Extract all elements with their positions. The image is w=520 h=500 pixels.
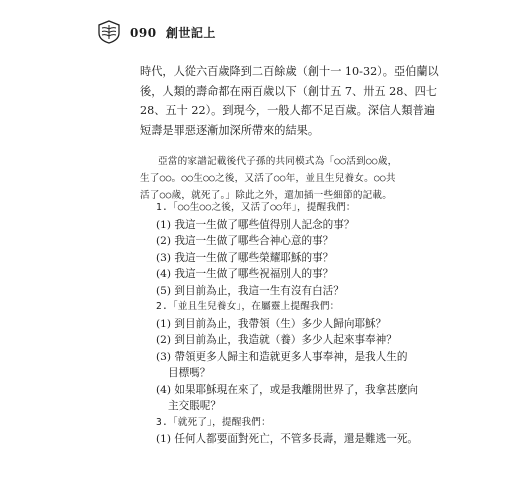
list-item: (1) 任何人都要面對死亡，不管多長壽，還是難逃一死。 (156, 433, 419, 445)
list-item: (2) 到目前為止，我造就（養）多少人起來事奉神？ (156, 334, 397, 346)
list-item: (1) 我這一生做了哪些值得別人記念的事？ (156, 218, 355, 231)
list-item: (3) 我這一生做了哪些榮耀耶穌的事？ (156, 251, 334, 264)
list-item: (5) 到目前為止，我這一生有沒有白活？ (156, 284, 344, 297)
reflection-list (156, 200, 446, 448)
list-heading: 1.「○○生○○之後，又活了○○年」，提醒我們： (156, 202, 356, 213)
book-title: 創世記上 (165, 25, 216, 40)
list-item-continuation: 主交賬呢？ (168, 400, 221, 412)
page-header (96, 18, 216, 46)
book-logo-icon (96, 19, 122, 45)
list-heading: 3.「就死了」，提醒我們： (156, 416, 271, 428)
list-item-continuation: 目標嗎？ (168, 367, 211, 379)
list-heading: 2.「並且生兒養女」，在屬靈上提醒我們： (156, 301, 340, 312)
paragraph-lifespan (140, 62, 439, 140)
text-line: 時代，人從六百歲降到二百餘歲（創十一 10-32）。亞伯蘭以 (140, 65, 439, 78)
running-header (130, 24, 216, 41)
text-line: 亞當的家譜記載後代子孫的共同模式為「○○活到○○歲， (158, 156, 398, 167)
text-line: 28、五十 22）。到現今，一般人都不足百歲。深信人類普遍 (140, 104, 435, 117)
text-line: 生了○○。○○生○○之後，又活了○○年，並且生兒養女。○○共 (140, 173, 396, 184)
paragraph-genealogy (140, 153, 432, 204)
list-item: (2) 我這一生做了哪些合神心意的事？ (156, 235, 334, 247)
text-line: 活了○○歲，就死了。」除此之外，還加插一些細節的記載。 (140, 190, 392, 201)
list-item: (3) 帶領更多人歸主和造就更多人事奉神，是我人生的 (156, 350, 408, 363)
list-item: (1) 到目前為止，我帶領（生）多少人歸向耶穌？ (156, 317, 387, 330)
page-number: 090 (130, 25, 157, 40)
list-item: (4) 如果耶穌現在來了，或是我離開世界了，我拿甚麼向 (156, 383, 419, 396)
text-line: 短壽是罪惡逐漸加深所帶來的結果。 (140, 123, 320, 137)
list-item: (4) 我這一生做了哪些祝福別人的事？ (156, 268, 334, 280)
text-line: 後，人類的壽命都在兩百歲以下（創廿五 7、卅五 28、四七 (140, 84, 437, 98)
